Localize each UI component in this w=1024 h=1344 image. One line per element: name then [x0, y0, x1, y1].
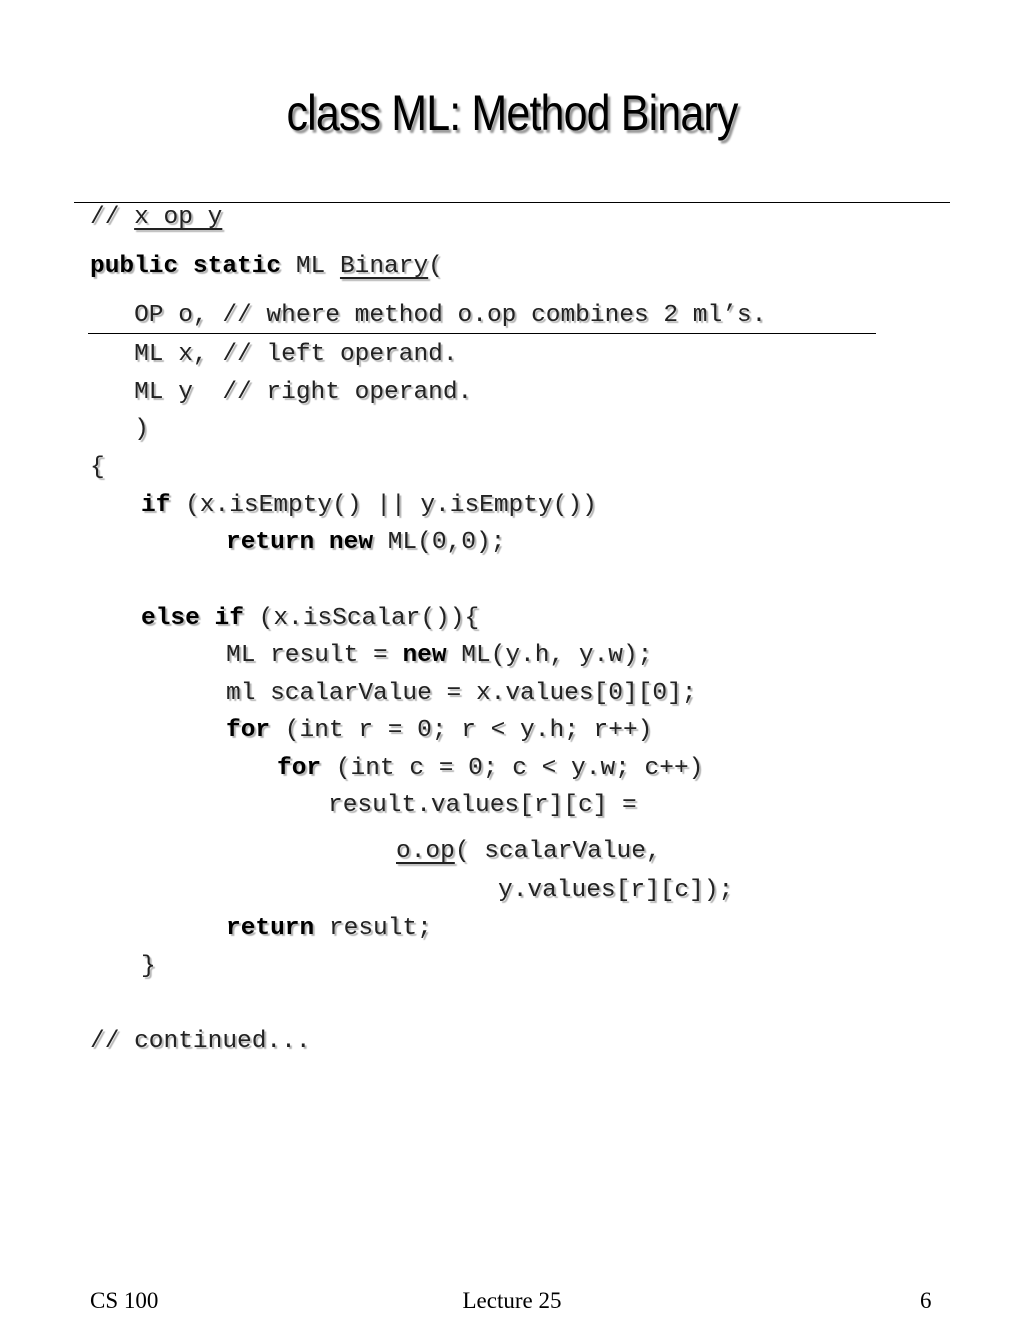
code-line-return-empty — [226, 529, 505, 556]
param-op-text: OP o, // where method o.op combines 2 ml’s. — [90, 302, 767, 329]
code-line-else-if — [141, 605, 479, 632]
keyword-return-new: return new — [226, 529, 374, 556]
code-line-continued: // continued... — [90, 1028, 311, 1055]
keyword-if: if — [141, 492, 171, 519]
code-line-close-brace: } — [141, 953, 156, 980]
keyword-new: new — [402, 642, 447, 669]
code-line-param-x: ML x, // left operand. — [90, 341, 458, 368]
for-c-header: (int c = 0; c < y.w; c++) — [321, 755, 704, 782]
result-decl-start: ML result = — [226, 642, 403, 669]
code-line-param-op — [90, 302, 766, 329]
result-constructor: ML(y.h, y.w); — [446, 642, 653, 669]
else-if-condition: (x.isScalar()){ — [243, 605, 480, 632]
comment-prefix: // — [90, 204, 135, 231]
code-line-return-result — [226, 915, 432, 942]
return-expression: ML(0,0); — [373, 529, 506, 556]
modifier-keywords: public static — [90, 253, 282, 280]
keyword-else-if: else if — [141, 605, 244, 632]
code-line-assign: result.values[r][c] = — [328, 792, 637, 819]
comment-expression: x op y — [134, 204, 223, 231]
code-line-if — [141, 492, 597, 519]
open-paren: ( — [428, 253, 443, 280]
code-line-for-c — [277, 755, 703, 782]
code-line-param-y: ML y // right operand. — [90, 379, 473, 406]
footer-course: CS 100 — [90, 1288, 159, 1313]
code-line-open-brace: { — [90, 454, 105, 481]
footer-page-number: 6 — [920, 1288, 932, 1313]
code-line-for-r — [226, 717, 652, 744]
op-call-args: ( scalarValue, — [454, 838, 661, 865]
code-line-close-paren: ) — [90, 416, 149, 443]
code-line-op-call — [396, 838, 661, 865]
code-line-result-decl — [226, 642, 652, 669]
op-call-name: o.op — [396, 838, 455, 865]
keyword-for: for — [226, 717, 271, 744]
code-line-scalar-value: ml scalarValue = x.values[0][0]; — [226, 680, 697, 707]
code-line-signature — [90, 253, 443, 280]
footer-lecture: Lecture 25 — [462, 1288, 562, 1313]
keyword-for: for — [277, 755, 322, 782]
param-op-underline — [88, 333, 876, 334]
code-line-comment — [90, 204, 222, 231]
slide-title: class ML: Method Binary — [286, 85, 738, 141]
code-line-op-arg2: y.values[r][c]); — [498, 877, 734, 904]
return-type: ML — [281, 253, 340, 280]
method-name: Binary — [339, 253, 429, 280]
return-value: result; — [314, 915, 432, 942]
for-r-header: (int r = 0; r < y.h; r++) — [270, 717, 653, 744]
keyword-return: return — [226, 915, 315, 942]
code-block — [90, 0, 990, 1100]
if-condition: (x.isEmpty() || y.isEmpty()) — [170, 492, 597, 519]
